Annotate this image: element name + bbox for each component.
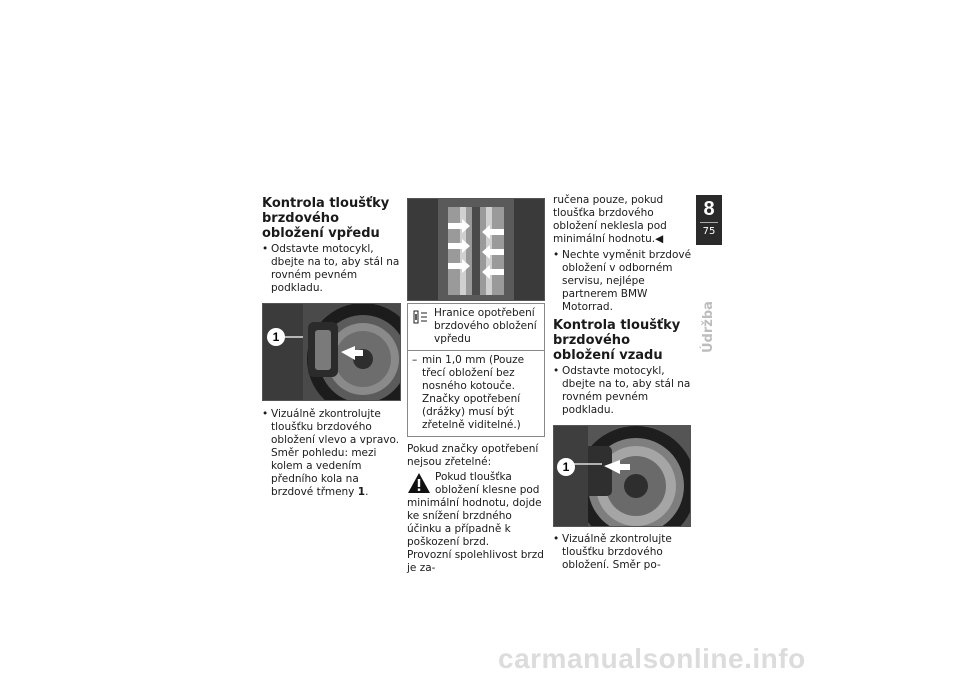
rear-wheel-illustration <box>554 426 690 526</box>
callout-1: 1 <box>267 328 285 346</box>
page-number: 75 <box>702 226 716 237</box>
left-column <box>262 196 402 499</box>
photo-brake-pad-closeup <box>407 198 545 301</box>
para-brake-reliability: Provozní spolehlivost brzd je za- <box>407 549 544 574</box>
info-box-value-text: min 1,0 mm (Pouze třecí obložení bez nosného kotouče. Značky opotřebení (drážky) musí být zřetelně viditelné.) <box>422 354 525 431</box>
bullet-park-rear: • Odstavte motocykl, dbejte na to, aby stál na rovném pevném podkladu. <box>553 365 693 417</box>
para-marks-not-visible: Pokud značky opotřebení nejsou zřetelné: <box>407 443 539 468</box>
heading-rear-brake: Kontrola tloušťky brzdového obložení vzadu <box>553 318 681 363</box>
info-box-dash: – <box>412 354 418 366</box>
chapter-number: 8 <box>703 198 715 220</box>
wear-limit-info-box <box>407 303 545 437</box>
right-column <box>553 194 693 572</box>
info-box-value <box>408 351 544 436</box>
heading-front-brake: Kontrola tloušťky brzdového obložení vpředu <box>262 196 390 241</box>
photo-rear-brake <box>553 425 691 527</box>
warning-triangle-icon <box>407 472 431 494</box>
para-reliability-cont: ručena pouze, pokud tloušťka brzdového obložení neklesla pod minimální hodnotu.◀ <box>553 194 667 245</box>
chapter-divider <box>700 222 718 223</box>
section-label: Údržba <box>701 301 716 353</box>
photo-front-brake <box>262 303 401 401</box>
warning-text: Pokud tloušťka obložení klesne pod minimální hodnotu, dojde ke snížení brzdného účinku a případně k poškození brzd. <box>407 471 542 548</box>
bullet-replace-pads: • Nechte vyměnit brzdové obložení v odborném servisu, nejlépe partnerem BMW Motorrad. <box>553 249 693 314</box>
front-wheel-illustration <box>263 304 400 400</box>
bullet-inspect-front: • Vizuálně zkontrolujte tloušťku brzdového obložení vlevo a vpravo. Směr pohledu: mezi kolem a vedením předního kola na brzdové třmeny 1. <box>262 408 402 499</box>
bullet-inspect-rear: • Vizuálně zkontrolujte tloušťku brzdového obložení. Směr po- <box>553 533 693 572</box>
brake-pad-illustration <box>408 199 544 300</box>
chapter-tab <box>696 195 722 245</box>
warning-block <box>407 471 545 549</box>
bullet-park-front: • Odstavte motocykl, dbejte na to, aby stál na rovném pevném podkladu. <box>262 243 402 295</box>
watermark: carmanualsonline.info <box>498 643 806 674</box>
middle-column <box>407 198 545 575</box>
info-box-title: Hranice opotřebení brzdového obložení vpředu <box>434 307 537 345</box>
callout-1-rear: 1 <box>557 458 575 476</box>
info-icon <box>413 310 429 328</box>
info-box-header <box>408 304 544 351</box>
